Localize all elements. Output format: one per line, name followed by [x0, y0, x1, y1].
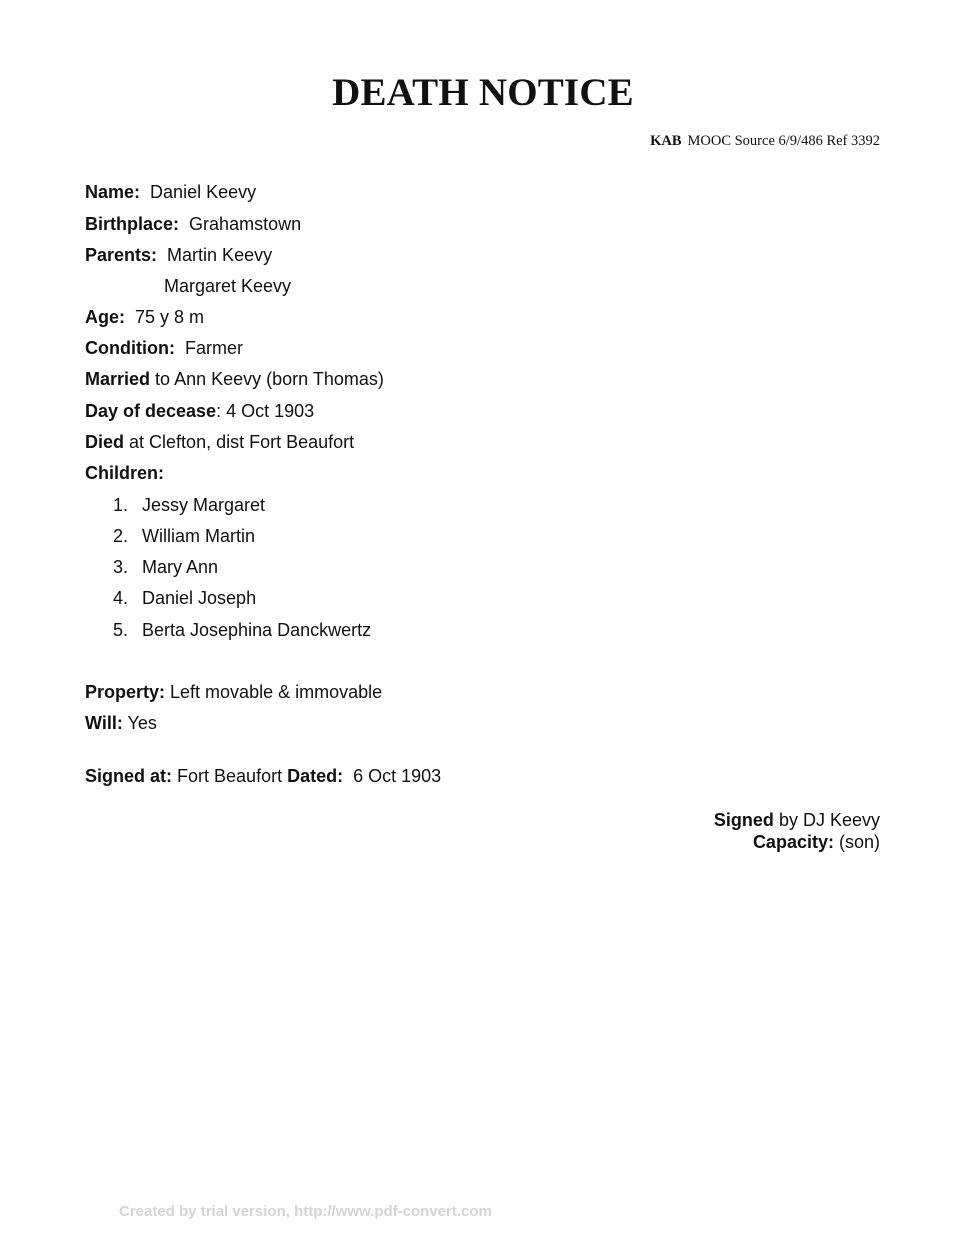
- married-label: Married: [85, 369, 151, 389]
- signed-at-label: Signed at:: [85, 766, 173, 786]
- died-value: at Clefton, dist Fort Beaufort: [129, 432, 355, 452]
- children-label: Children:: [85, 463, 164, 483]
- signed-label: Signed: [713, 810, 774, 830]
- capacity-label: Capacity:: [752, 832, 834, 852]
- signed-at-row: [85, 765, 441, 787]
- child-number: 5.: [113, 620, 129, 640]
- birthplace-row: [85, 213, 301, 235]
- name-label: Name:: [85, 182, 141, 202]
- age-label: Age:: [85, 307, 125, 327]
- married-row: [85, 368, 384, 390]
- condition-label: Condition:: [85, 338, 175, 358]
- list-item: [113, 587, 256, 609]
- watermark-text: Created by trial version, http://www.pdf-convert.com: [119, 1203, 492, 1220]
- parents-row: [85, 244, 272, 266]
- died-row: [85, 431, 354, 453]
- child-number: 1.: [113, 495, 129, 515]
- will-label: Will:: [85, 713, 123, 733]
- signed-by-row: [714, 809, 880, 831]
- birthplace-label: Birthplace:: [85, 214, 180, 234]
- will-value: Yes: [127, 713, 157, 733]
- decease-row: [85, 400, 314, 422]
- birthplace-value: Grahamstown: [189, 214, 302, 234]
- died-label: Died: [85, 432, 125, 452]
- dated-label: Dated:: [287, 766, 344, 786]
- parent-mother: Margaret Keevy: [164, 276, 292, 296]
- child-number: 3.: [113, 557, 129, 577]
- list-item: [113, 494, 265, 516]
- signed-at-value: Fort Beaufort: [177, 766, 283, 786]
- property-label: Property:: [85, 682, 166, 702]
- child-name: Mary Ann: [142, 557, 219, 577]
- married-value: to Ann Keevy (born Thomas): [155, 369, 384, 389]
- name-row: [85, 181, 256, 203]
- property-value: Left movable & immovable: [170, 682, 383, 702]
- parents-label: Parents:: [85, 245, 158, 265]
- child-number: 2.: [113, 526, 129, 546]
- child-name: Jessy Margaret: [142, 495, 266, 515]
- capacity-value: (son): [838, 832, 880, 852]
- parent-father: Martin Keevy: [167, 245, 273, 265]
- decease-label: Day of decease: [85, 401, 217, 421]
- child-name: William Martin: [142, 526, 256, 546]
- property-row: [85, 681, 382, 703]
- will-row: [85, 712, 157, 734]
- archive-code: KAB: [650, 133, 682, 149]
- child-name: Daniel Joseph: [142, 588, 257, 608]
- dated-value: 6 Oct 1903: [353, 766, 442, 786]
- parent-mother-row: [164, 275, 291, 297]
- page-title: DEATH NOTICE: [332, 71, 634, 114]
- child-name: Berta Josephina Danckwertz: [142, 620, 372, 640]
- signed-value: by DJ Keevy: [778, 810, 880, 830]
- list-item: [113, 525, 255, 547]
- source-reference: [650, 133, 880, 150]
- list-item: [113, 619, 371, 641]
- decease-value: : 4 Oct 1903: [216, 401, 315, 421]
- condition-value: Farmer: [184, 338, 243, 358]
- child-number: 4.: [113, 588, 129, 608]
- capacity-row: [753, 831, 880, 853]
- age-row: [85, 306, 204, 328]
- archive-reference: MOOC Source 6/9/486 Ref 3392: [687, 133, 880, 149]
- children-heading-row: [85, 462, 164, 484]
- age-value: 75 y 8 m: [135, 307, 205, 327]
- condition-row: [85, 337, 243, 359]
- name-value: Daniel Keevy: [150, 182, 257, 202]
- list-item: [113, 556, 218, 578]
